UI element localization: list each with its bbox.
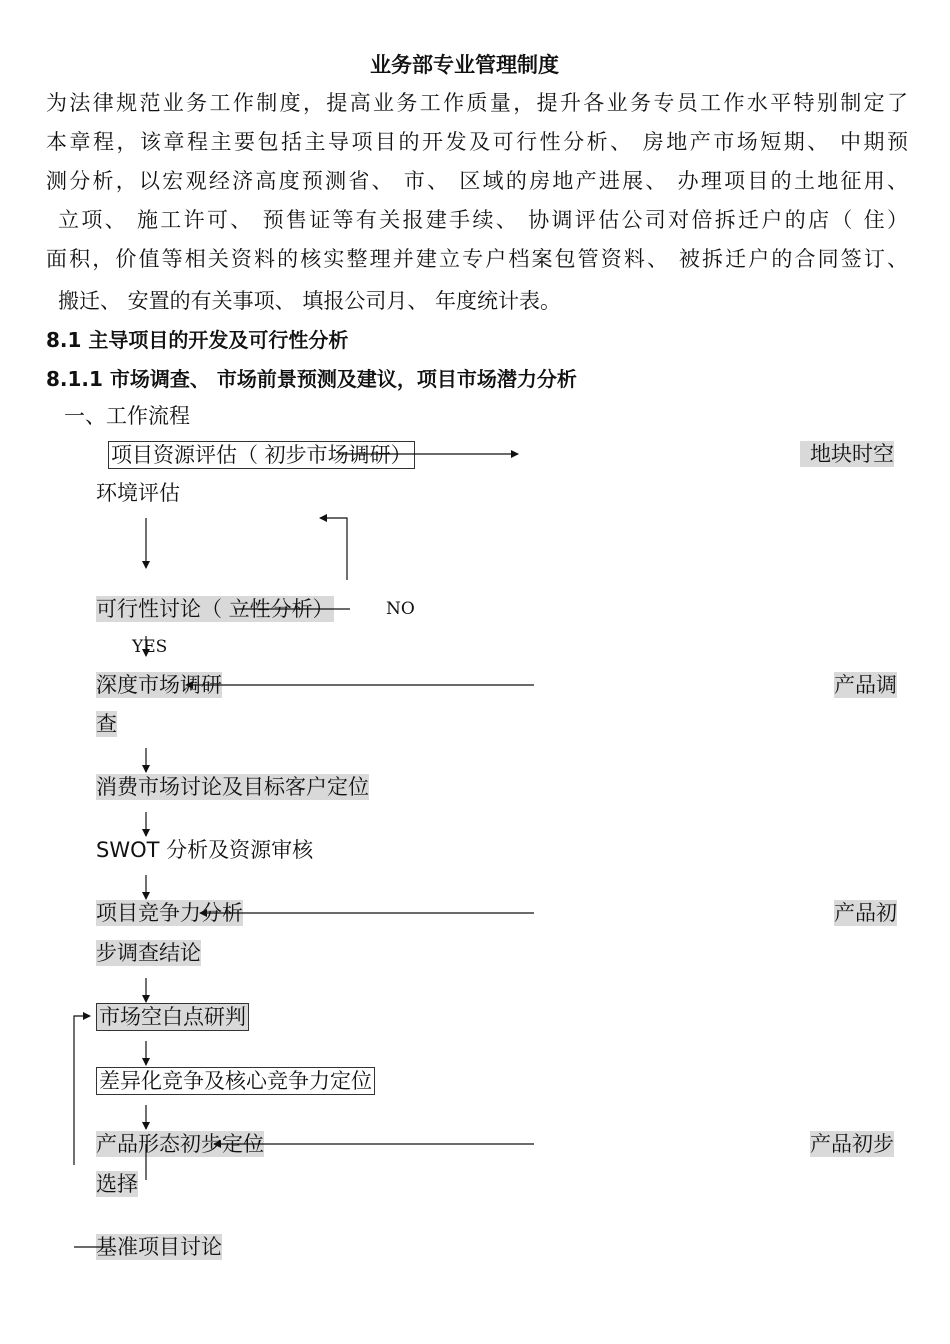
flow-step-differentiation: 差异化竞争及核心竞争力定位 <box>96 1067 375 1095</box>
intro-line-6: 搬迁、 安置的有关事项、 填报公司月、 年度统计表。 <box>58 289 562 313</box>
flow-side-land-b: 环境评估 <box>96 481 180 505</box>
workflow-heading: 一、工作流程 <box>64 404 190 428</box>
flow-step-product-form: 产品形态初步定位 <box>96 1132 264 1156</box>
intro-line-3: 测分析，以宏观经济高度预测省、 市、 区域的房地产进展、 办理项目的土地征用、 <box>46 169 908 193</box>
flow-step-deep-research: 深度市场调研 <box>96 673 222 697</box>
flow-step-benchmark: 基准项目讨论 <box>96 1235 222 1259</box>
flow-step-market-gap: 市场空白点研判 <box>96 1003 249 1031</box>
intro-line-4: 立项、 施工许可、 预售证等有关报建手续、 协调评估公司对倍拆迁户的店（ 住） <box>58 208 908 232</box>
flow-step-resource-assessment: 项目资源评估（ 初步市场调研） <box>108 441 415 469</box>
section-heading-8-1-1: 8.1.1 市场调查、 市场前景预测及建议，项目市场潜力分析 <box>46 367 577 391</box>
intro-line-1: 为法律规范业务工作制度，提高业务工作质量，提升各业务专员工作水平特别制定了 <box>46 91 908 115</box>
flow-side-land-a: 地块时空 <box>800 441 894 467</box>
flow-step-competitiveness: 项目竞争力分析 <box>96 901 243 925</box>
flow-label-no: NO <box>386 599 415 619</box>
arrow-no-loop <box>320 518 347 580</box>
flow-side-product-a: 产品调 <box>834 673 897 697</box>
intro-line-2: 本章程，该章程主要包括主导项目的开发及可行性分析、 房地产市场短期、 中期预 <box>46 130 908 154</box>
flow-side-selection-b: 选择 <box>96 1172 138 1196</box>
flow-side-selection-a: 产品初步 <box>810 1132 894 1156</box>
section-heading-8-1: 8.1 主导项目的开发及可行性分析 <box>46 328 349 352</box>
flow-step-feasibility: 可行性讨论（ 立性分析） <box>96 597 334 621</box>
flow-label-yes: YES <box>132 637 168 657</box>
flow-side-product-b: 查 <box>96 712 117 736</box>
flow-side-conclusion-a: 产品初 <box>834 901 897 925</box>
flow-step-swot: SWOT 分析及资源审核 <box>96 838 314 862</box>
page-title: 业务部专业管理制度 <box>370 53 559 77</box>
flow-side-conclusion-b: 步调查结论 <box>96 941 201 965</box>
arrow-feedback-loop <box>74 1016 90 1165</box>
intro-line-5: 面积，价值等相关资料的核实整理并建立专户档案包管资料、 被拆迁户的合同签订、 <box>46 247 908 271</box>
flow-step-consumer-market: 消费市场讨论及目标客户定位 <box>96 775 369 799</box>
